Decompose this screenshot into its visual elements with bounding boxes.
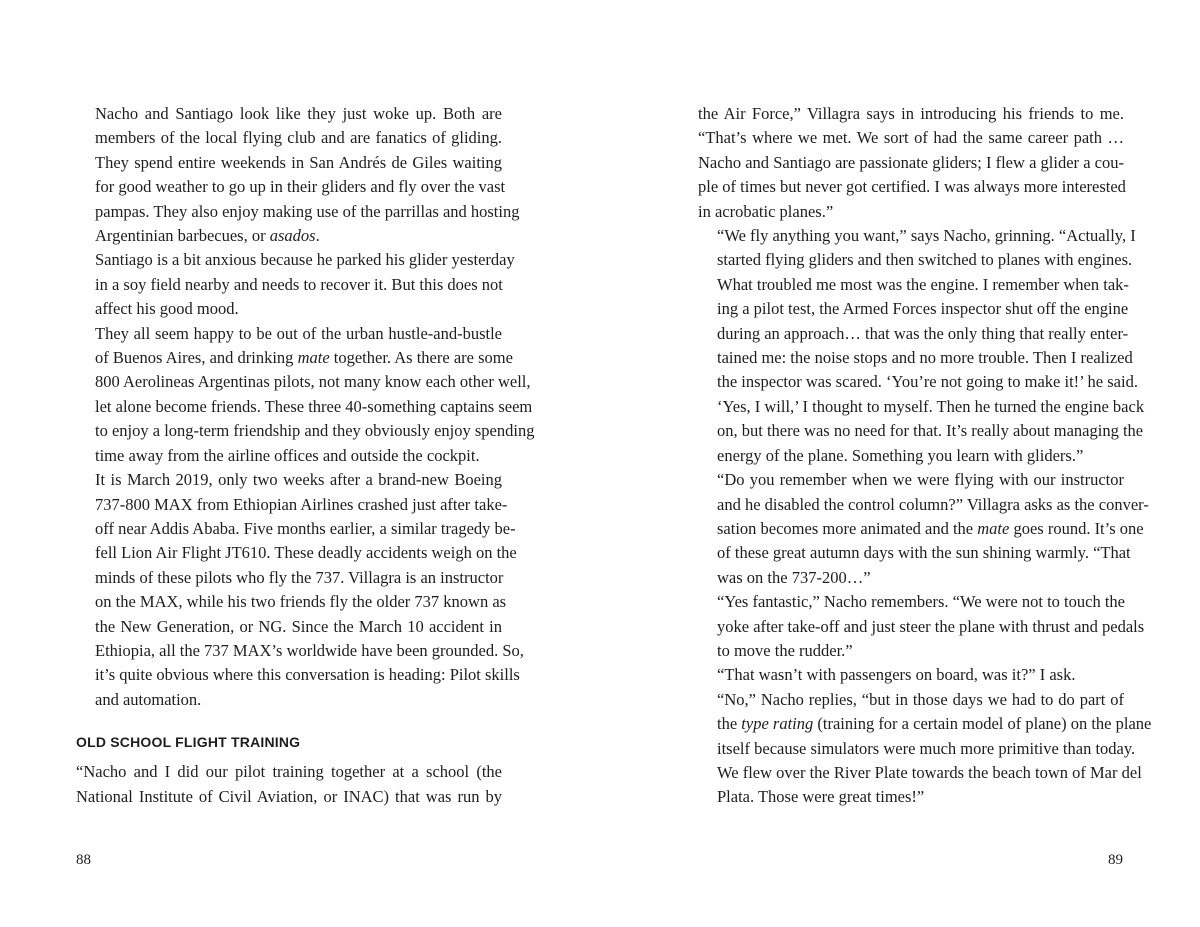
right-paragraph-3: “Do you remember when we were flying with our instructor and he disabled the control column?” Villagra asks as the conver- sation becomes more animated and the mate goes round. It’s one of these great autumn days with the sun shining warmly. “That was on the 737-200…” [717, 470, 1149, 587]
right-paragraph-6: “No,” Nacho replies, “but in those days we had to do part of the type rating (training for a certain model of plane) on the plane itself because simulators were much more primitive than today. We flew over the River Plate towards the beach town of Mar del Plata. Those were great times!” [717, 689, 1152, 807]
left-paragraph-3: They all seem happy to be out of the urban hustle-and-bustle of Buenos Aires, and drinking mate together. As there are some 800 Aerolineas Argentinas pilots, not many know each other well, let alone become friends. These three 40-something captains seem to enjoy a long-term friendship and they obviously enjoy spending time away from the airline offices and outside the cockpit. [95, 323, 535, 465]
left-paragraph-2: Santiago is a bit anxious because he parked his glider yesterday in a soy field nearby and needs to recover it. But this does not affect his good mood. [95, 250, 515, 319]
right-page-body [698, 102, 1152, 810]
left-page-body [76, 102, 535, 809]
section-heading: OLD SCHOOL FLIGHT TRAINING [76, 734, 301, 751]
right-paragraph-2: “We fly anything you want,” says Nacho, grinning. “Actually, I started flying gliders and then switched to planes with engines. What troubled me most was the engine. I remember when tak- ing a pilot test, the Armed Forces inspector shut off the engine during an approach… that was the only thing that really enter- tained me: the noise stops and no more trouble. Then I realized the inspector was scared. ‘You’re not going to make it!’ he said. ‘Yes, I will,’ I thought to myself. Then he turned the engine back on, but there was no need for that. It’s really about managing the energy of the plane. Something you learn with gliders.” [717, 226, 1145, 465]
right-paragraph-5: “That wasn’t with passengers on board, was it?” I ask. [717, 665, 1076, 685]
right-paragraph-1: the Air Force,” Villagra says in introducing his friends to me. “That’s where we met. We sort of had the same career path … Nacho and Santiago are passionate gliders; I flew a glider a cou- ple of times but never got certified. I was always more interested in acrobatic planes.” [698, 104, 1126, 221]
page-number-right: 89 [1108, 852, 1123, 868]
left-paragraph-4: It is March 2019, only two weeks after a brand-new Boeing 737-800 MAX from Ethiopian Airlines crashed just after take- off near Addis Ababa. Five months earlier, a similar tragedy be- fell Lion Air Flight JT610. These deadly accidents weigh on the minds of these pilots who fly the 737. Villagra is an instructor on the MAX, while his two friends fly the older 737 known as the New Generation, or NG. Since the March 10 accident in Ethiopia, all the 737 MAX’s worldwide have been grounded. So, it’s quite obvious where this conversation is heading: Pilot skills and automation. [95, 470, 524, 709]
left-paragraph-1: Nacho and Santiago look like they just woke up. Both are members of the local flying club and are fanatics of gliding. They spend entire weekends in San Andrés de Giles waiting for good weather to go up in their gliders and fly over the vast pampas. They also enjoy making use of the parrillas and hosting Argentinian barbecues, or asados. [95, 104, 520, 246]
right-paragraph-4: “Yes fantastic,” Nacho remembers. “We were not to touch the yoke after take-off and just steer the plane with thrust and pedals to move the rudder.” [717, 592, 1145, 660]
left-paragraph-5: “Nacho and I did our pilot training together at a school (the National Institute of Civil Aviation, or INAC) that was run by [76, 762, 502, 806]
page-number-left: 88 [76, 852, 91, 868]
